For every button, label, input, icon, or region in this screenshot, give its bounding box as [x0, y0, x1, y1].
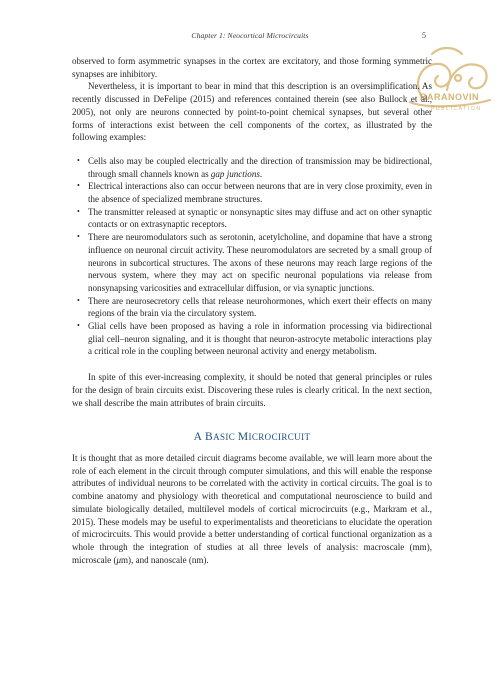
- list-item: • Cells also may be coupled electrically and the direction of transmission may be bidirectional, through small channels known as gap junctions.: [88, 155, 432, 180]
- list-item: • There are neuromodulators such as serotonin, acetylcholine, and dopamine that have a strong influence on neuronal circuit activity. These neuromodulators are secreted by a small group of neurons in subcortical structures. The axons of these neurons may reach large regions of the nervous system, where they may act on specific neuronal populations via release from nonsynapsing varicosities and extracellular diffusion, or via synaptic junctions.: [88, 231, 432, 295]
- list-item: • There are neurosecretory cells that release neurohormones, which exert their effects on many regions of the brain via the circulatory system.: [88, 295, 432, 320]
- paragraph-complexity: In spite of this ever-increasing complexity, it should be noted that general principles or rules for the design of brain circuits exist. Discovering these rules is clearly critical. In the next section, we shall describe the main attributes of brain circuits.: [72, 372, 432, 408]
- list-item: • Electrical interactions also can occur between neurons that are in very close proximity, even in the absence of specialized membrane structures.: [88, 180, 432, 205]
- paragraph-intro: observed to form asymmetric synapses in the cortex are excitatory, and those forming symmetric synapses are inhibitory.: [72, 56, 432, 79]
- body-text: [72, 55, 432, 566]
- paragraph-nevertheless: Nevertheless, it is important to bear in mind that this description is an oversimplification. As recently discussed in DeFelipe (2015) and references contained therein (see also Bullock et al., 2005), not only are neurons connected by point-to-point chemical synapses, but several other forms of interactions exist between the cell components of the cortex, as illustrated by the following examples:: [72, 81, 432, 143]
- section-heading: A BASIC MICROCIRCUIT: [193, 431, 311, 444]
- running-head: Chapter 1: Neocortical Microcircuits: [191, 31, 309, 40]
- gap-junctions-term: gap junctions: [210, 168, 260, 179]
- paragraph-basic-microcircuit: It is thought that as more detailed circuit diagrams become available, we will learn more about the role of each element in the circuit through computer simulations, and this will enable the response attributes of individual neurons to be correlated with the activity in cortical circuits. The goal is to combine anatomy and physiology with theoretical and computational neuroscience to build and simulate biologically detailed, multilevel models of cortical microcircuits (e.g., Markram et al., 2015). These models may be useful to experimentalists and theoreticians to elucidate the operation of microcircuits. This would provide a better understanding of cortical functional organization as a whole through the integration of studies at all three levels of analysis: macroscale (mm), microscale (μm), and nanoscale (nm).: [72, 452, 432, 565]
- watermark-text-sub: PUBLICATION: [431, 106, 482, 112]
- watermark-text-brand: BARANOVIN: [420, 92, 480, 102]
- bullet-list: [72, 155, 432, 358]
- list-item: • Glial cells have been proposed as having a role in information processing via bidirectional glial cell–neuron signaling, and it is thought that neuron-astrocyte metabolic interactions play a critical role in the coupling between neuronal activity and energy metabolism.: [88, 320, 432, 358]
- list-item: • The transmitter released at synaptic or nonsynaptic sites may diffuse and act on other synaptic contacts or on extrasynaptic receptors.: [88, 206, 432, 231]
- page-number: 5: [422, 31, 426, 40]
